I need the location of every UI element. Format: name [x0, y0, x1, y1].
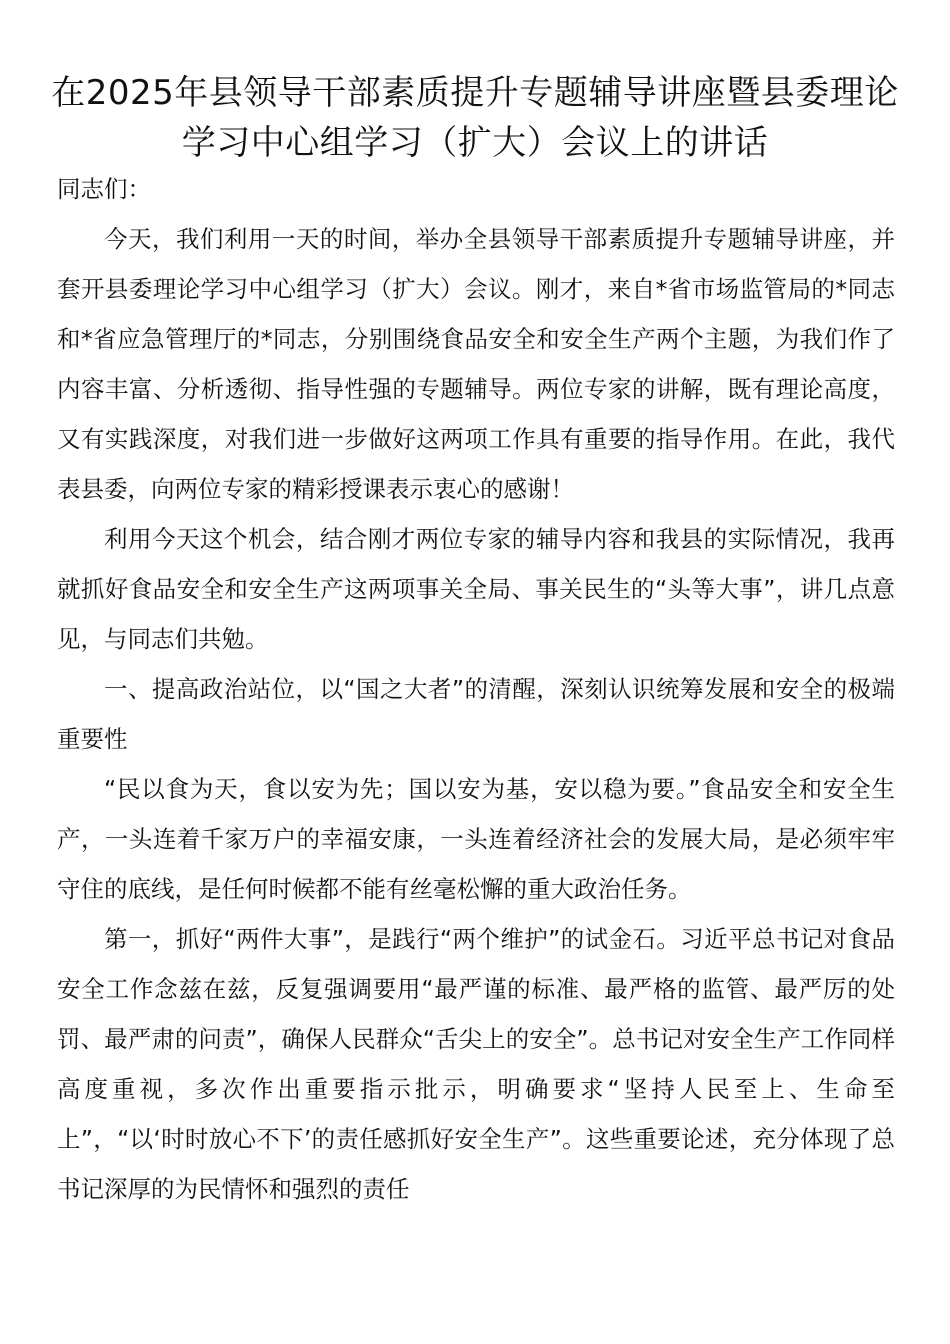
paragraph-intro: 利用今天这个机会，结合刚才两位专家的辅导内容和我县的实际情况，我再就抓好食品安全和安全生产这两项事关全局、事关民生的“头等大事”，讲几点意见，与同志们共勉。 — [57, 525, 895, 653]
section-heading-1: 一、提高政治站位，以“国之大者”的清醒，深刻认识统筹发展和安全的极端重要性 — [57, 675, 895, 753]
document-title: 在2025年县领导干部素质提升专题辅导讲座暨县委理论学习中心组学习（扩大）会议上的讲话 — [51, 73, 899, 163]
salutation: 同志们： — [57, 175, 151, 203]
document-body — [57, 164, 895, 1214]
paragraph-opening: 今天，我们利用一天的时间，举办全县领导干部素质提升专题辅导讲座，并套开县委理论学习中心组学习（扩大）会议。刚才，来自*省市场监管局的*同志和*省应急管理厅的*同志，分别围绕食品安全和安全生产两个主题，为我们作了内容丰富、分析透彻、指导性强的专题辅导。两位专家的讲解，既有理论高度，又有实践深度，对我们进一步做好这两项工作具有重要的指导作用。在此，我代表县委，向两位专家的精彩授课表示衷心的感谢！ — [57, 225, 895, 503]
paragraph-first-point: 第一，抓好“两件大事”，是践行“两个维护”的试金石。习近平总书记对食品安全工作念兹在兹，反复强调要用“最严谨的标准、最严格的监管、最严厉的处罚、最严肃的问责”，确保人民群众“舌尖上的安全”。总书记对安全生产工作同样高度重视，多次作出重要指示批示，明确要求“坚持人民至上、生命至上”，“以‘时时放心不下’的责任感抓好安全生产”。这些重要论述，充分体现了总书记深厚的为民情怀和强烈的责任 — [57, 925, 895, 1203]
paragraph-quote: “民以食为天，食以安为先；国以安为基，安以稳为要。”食品安全和安全生产，一头连着千家万户的幸福安康，一头连着经济社会的发展大局，是必须牢牢守住的底线，是任何时候都不能有丝毫松懈的重大政治任务。 — [57, 775, 895, 903]
